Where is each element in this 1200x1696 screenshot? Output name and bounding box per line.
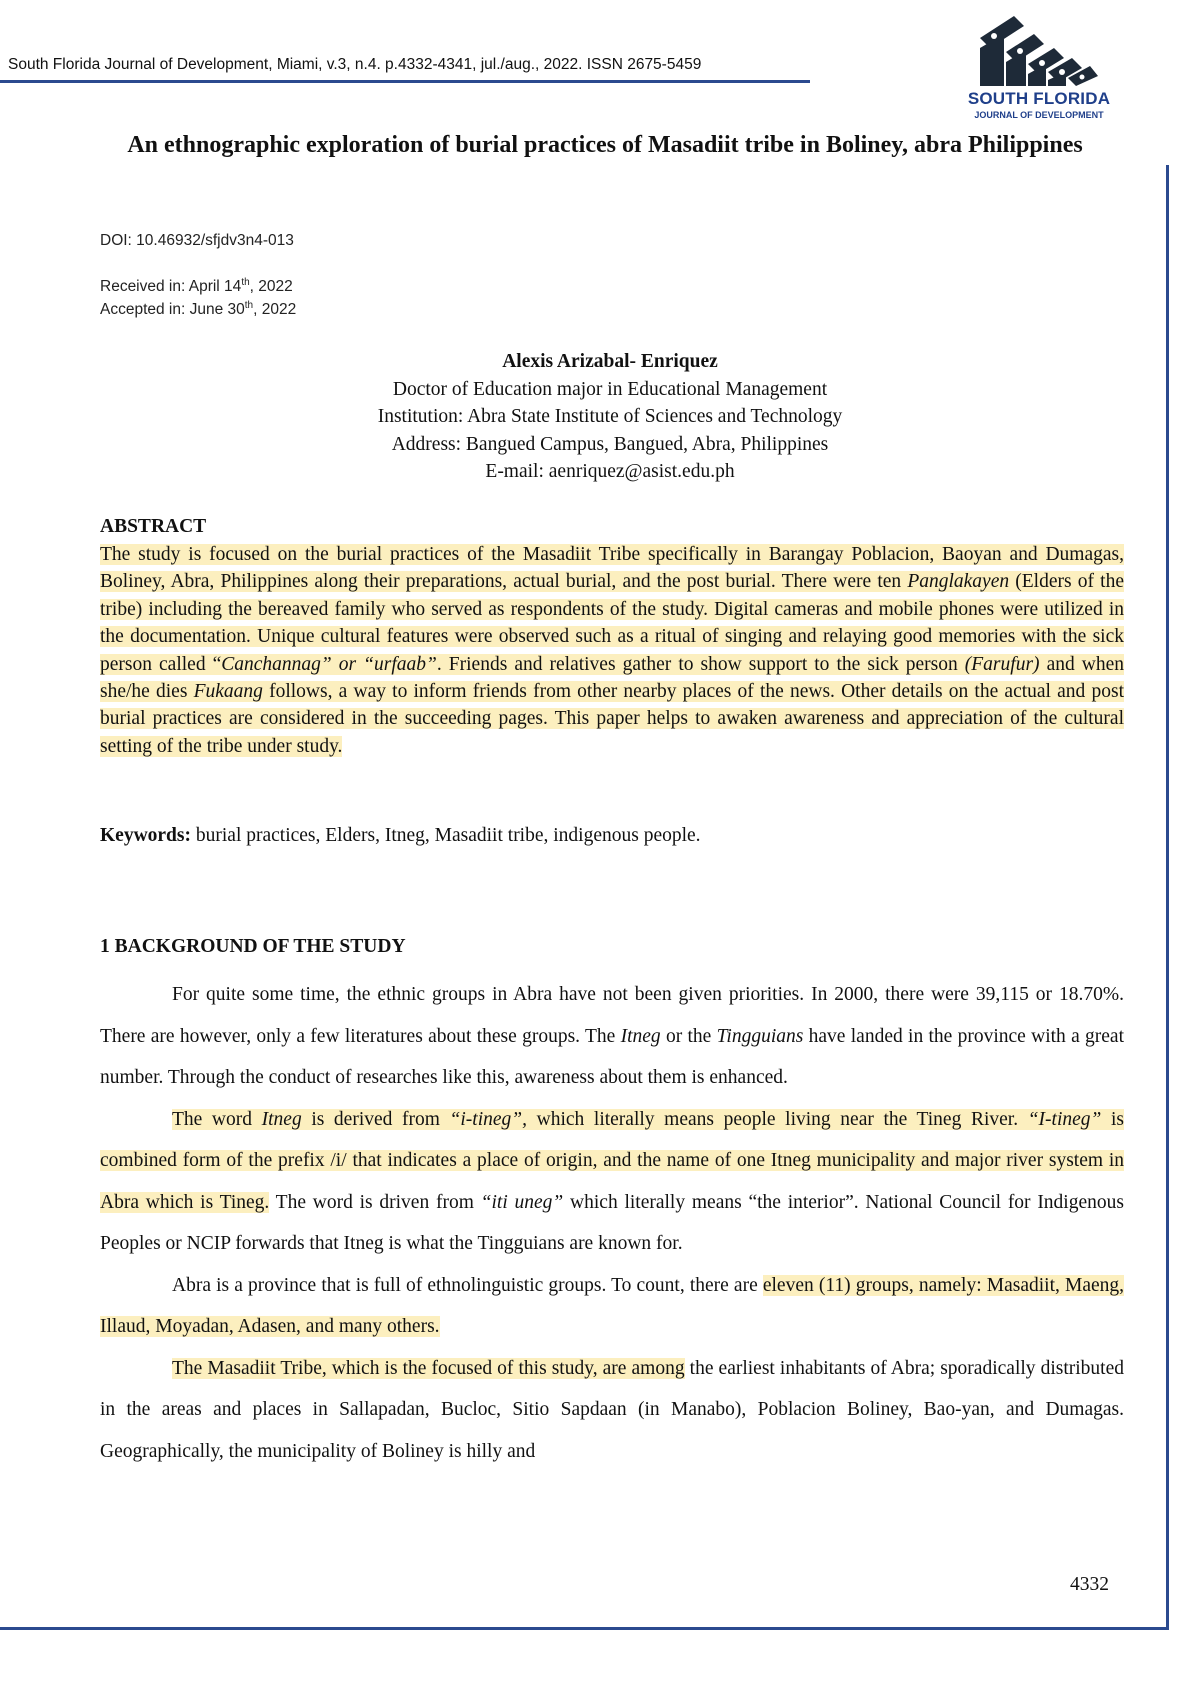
keywords: [100, 825, 1124, 847]
journal-citation-header: South Florida Journal of Development, Miami, v.3, n.4. p.4332-4341, jul./aug., 2022. ISSN 2675-5459: [8, 56, 702, 73]
footer-rule: [0, 1627, 1169, 1630]
section-heading: 1 BACKGROUND OF THE STUDY: [100, 936, 406, 957]
header-rule: [0, 80, 810, 83]
section-body: [100, 974, 1124, 1472]
keywords-label: Keywords:: [100, 825, 191, 846]
logo-subtitle: JOURNAL OF DEVELOPMENT: [974, 110, 1104, 120]
page-border-right: [1166, 165, 1169, 1630]
body-paragraph: Abra is a province that is full of ethnolinguistic groups. To count, there are eleven (11) groups, namely: Masadiit, Maeng, Illaud, Moyadan, Adasen, and many others.: [100, 1274, 1124, 1337]
journal-logo: [954, 14, 1124, 126]
body-paragraph: The Masadiit Tribe, which is the focused of this study, are among the earliest inhabitants of Abra; sporadically distributed in the areas and places in Sallapadan, Bucloc, Sitio Sapdaan (in Manabo), Poblacion Boliney, Bao-yan, and Dumagas. Geographically, the municipality of Boliney is hilly and: [100, 1357, 1124, 1462]
received-date: Received in: April 14th, 2022: [100, 277, 293, 296]
page-number: 4332: [1070, 1574, 1109, 1595]
author-block: [180, 348, 1040, 486]
keywords-list: burial practices, Elders, Itneg, Masadiit tribe, indigenous people.: [191, 825, 701, 846]
journal-logo-icon: [954, 14, 1124, 92]
accepted-date: Accepted in: June 30th, 2022: [100, 300, 297, 319]
abstract-heading: ABSTRACT: [100, 516, 207, 537]
abstract-text: The study is focused on the burial practices of the Masadiit Tribe specifically in Barangay Poblacion, Baoyan and Dumagas, Boliney, Abra, Philippines along their preparations, actual burial, and the post burial. There were ten Panglakayen (Elders of the tribe) including the bereaved family who served as respondents of the study. Digital cameras and mobile phones were utilized in the documentation. Unique cultural features were observed such as a ritual of singing and relaying good memories with the sick person called “Canchannag” or “urfaab”. Friends and relatives gather to show support to the sick person (Farufur) and when she/he dies Fukaang follows, a way to inform friends from other nearby places of the news. Other details on the actual and post burial practices are considered in the succeeding pages. This paper helps to awaken awareness and appreciation of the cultural setting of the tribe under study.: [100, 544, 1124, 757]
author-address: Address: Bangued Campus, Bangued, Abra, Philippines: [391, 433, 829, 455]
author-degree: Doctor of Education major in Educational Management: [392, 378, 828, 400]
author-email: E-mail: aenriquez@asist.edu.ph: [485, 461, 735, 482]
article-title: An ethnographic exploration of burial practices of Masadiit tribe in Boliney, abra Philippines: [127, 132, 1083, 158]
author-institution: Institution: Abra State Institute of Sciences and Technology: [377, 406, 843, 427]
logo-name: SOUTH FLORIDA: [967, 89, 1111, 108]
body-paragraph: The word Itneg is derived from “i-tineg”, which literally means people living near the Tineg River. “I-tineg” is combined form of the prefix /i/ that indicates a place of origin, and the name of one Itneg municipality and major river system in Abra which is Tineg. The word is driven from “iti uneg” which literally means “the interior”. National Council for Indigenous Peoples or NCIP forwards that Itneg is what the Tingguians are known for.: [100, 1108, 1124, 1254]
body-paragraph: For quite some time, the ethnic groups in Abra have not been given priorities. In 2000, there were 39,115 or 18.70%. There are however, only a few literatures about these groups. The Itneg or the Tingguians have landed in the province with a great number. Through the conduct of researches like this, awareness about them is enhanced.: [100, 984, 1125, 1088]
author-name: Alexis Arizabal- Enriquez: [502, 351, 718, 372]
doi: DOI: 10.46932/sfjdv3n4-013: [100, 232, 294, 249]
